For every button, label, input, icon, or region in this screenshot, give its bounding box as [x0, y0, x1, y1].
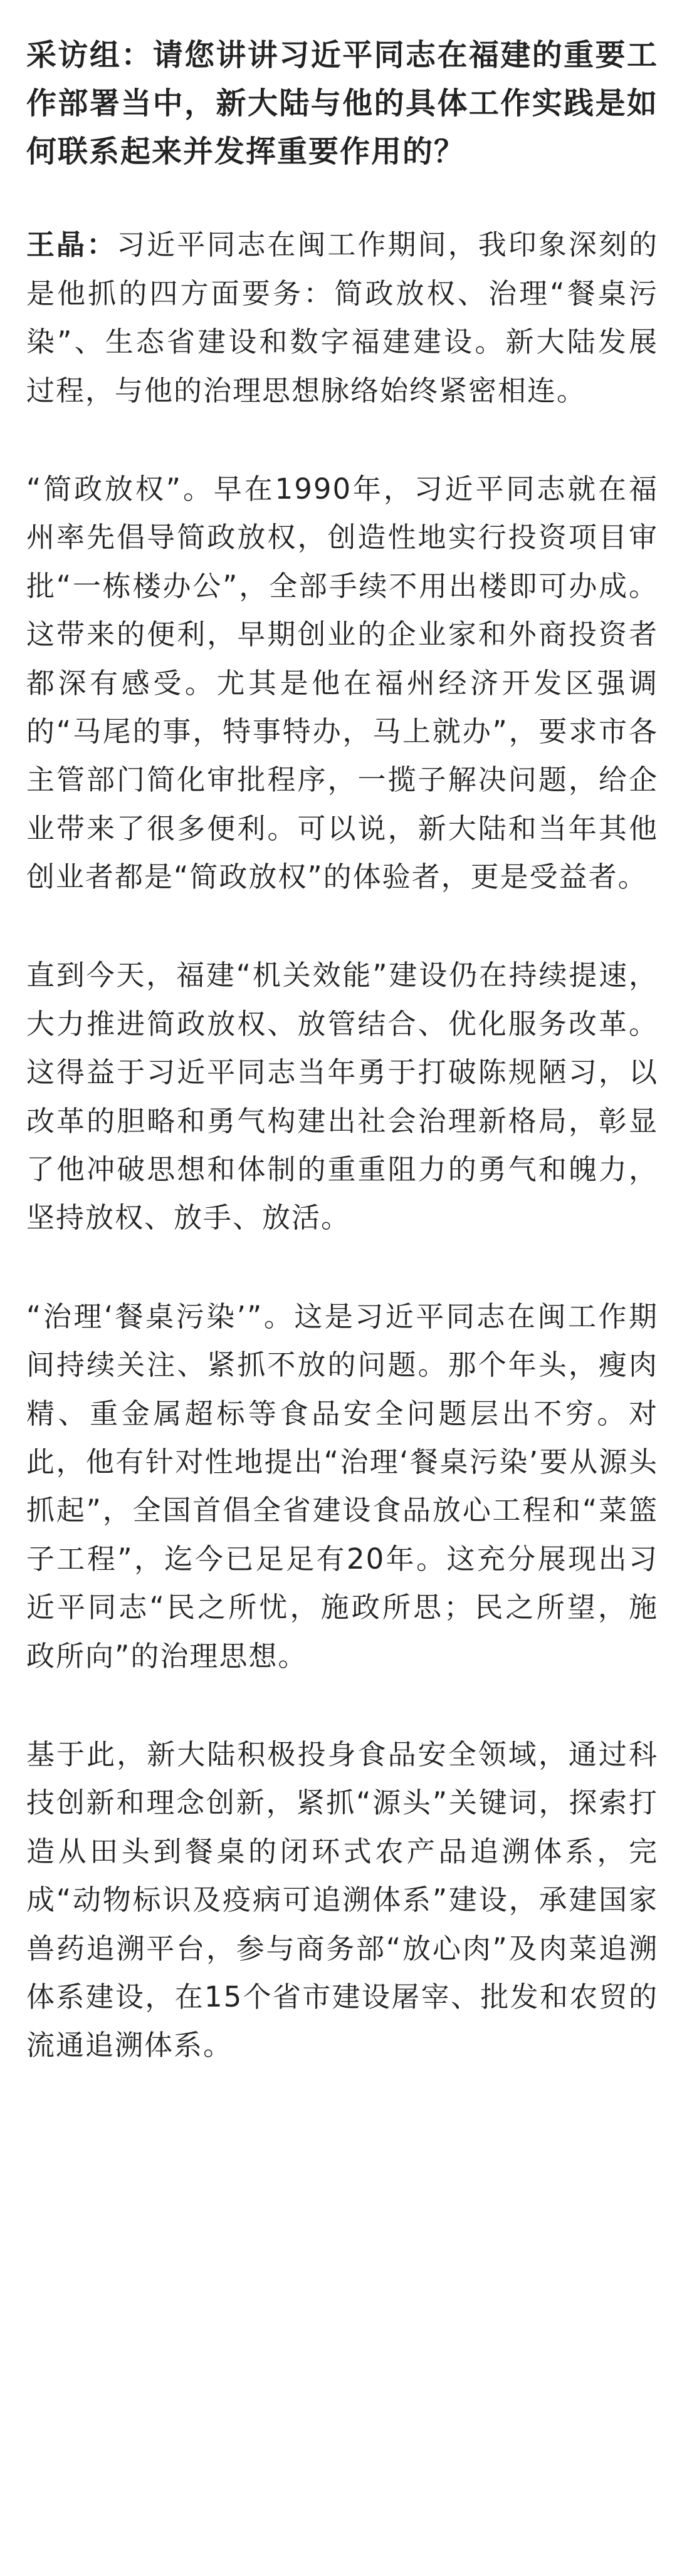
question-text: 请您讲讲习近平同志在福建的重要工作部署当中，新大陆与他的具体工作实践是如何联系起来并发挥重要作用的？ [26, 38, 658, 169]
paragraph-food-traceability: 基于此，新大陆积极投身食品安全领域，通过科技创新和理念创新，紧抓“源头”关键词，探索打造从田头到餐桌的闭环式农产品追溯体系，完成“动物标识及疫病可追溯体系”建设，承建国家兽药追溯平台，参与商务部“放心肉”及肉菜追溯体系建设，在15个省市建设屠宰、批发和农贸的流通追溯体系。 [26, 1737, 658, 2062]
interview-question [26, 31, 658, 175]
paragraph-efficiency-reform: 直到今天，福建“机关效能”建设仍在持续提速，大力推进简政放权、放管结合、优化服务改革。这得益于习近平同志当年勇于打破陈规陋习，以改革的胆略和勇气构建出社会治理新格局，彰显了他冲破思想和体制的重重阻力的勇气和魄力，坚持放权、放手、放活。 [26, 958, 658, 1235]
answer-intro-paragraph [26, 221, 658, 415]
paragraph-table-pollution: “治理‘餐桌污染’”。这是习近平同志在闽工作期间持续关注、紧抓不放的问题。那个年头，瘦肉精、重金属超标等食品安全问题层出不穷。对此，他有针对性地提出“治理‘餐桌污染’要从源头抓起”，全国首倡全省建设食品放心工程和“菜篮子工程”，迄今已足足有20年。这充分展现出习近平同志“民之所忧，施政所思；民之所望，施政所向”的治理思想。 [26, 1299, 658, 1673]
question-label: 采访组： [26, 38, 153, 73]
paragraph-streamline-administration: “简政放权”。早在1990年，习近平同志就在福州率先倡导简政放权，创造性地实行投资项目审批“一栋楼办公”，全部手续不用出楼即可办成。这带来的便利，早期创业的企业家和外商投资者都深有感受。尤其是他在福州经济开发区强调的“马尾的事，特事特办，马上就办”，要求市各主管部门简化审批程序，一揽子解决问题，给企业带来了很多便利。可以说，新大陆和当年其他创业者都是“简政放权”的体验者，更是受益者。 [26, 472, 658, 894]
answer-speaker-label: 王晶： [26, 228, 117, 262]
answer-intro-text: 习近平同志在闽工作期间，我印象深刻的是他抓的四方面要务：简政放权、治理“餐桌污染”、生态省建设和数字福建建设。新大陆发展过程，与他的治理思想脉络始终紧密相连。 [26, 228, 658, 407]
